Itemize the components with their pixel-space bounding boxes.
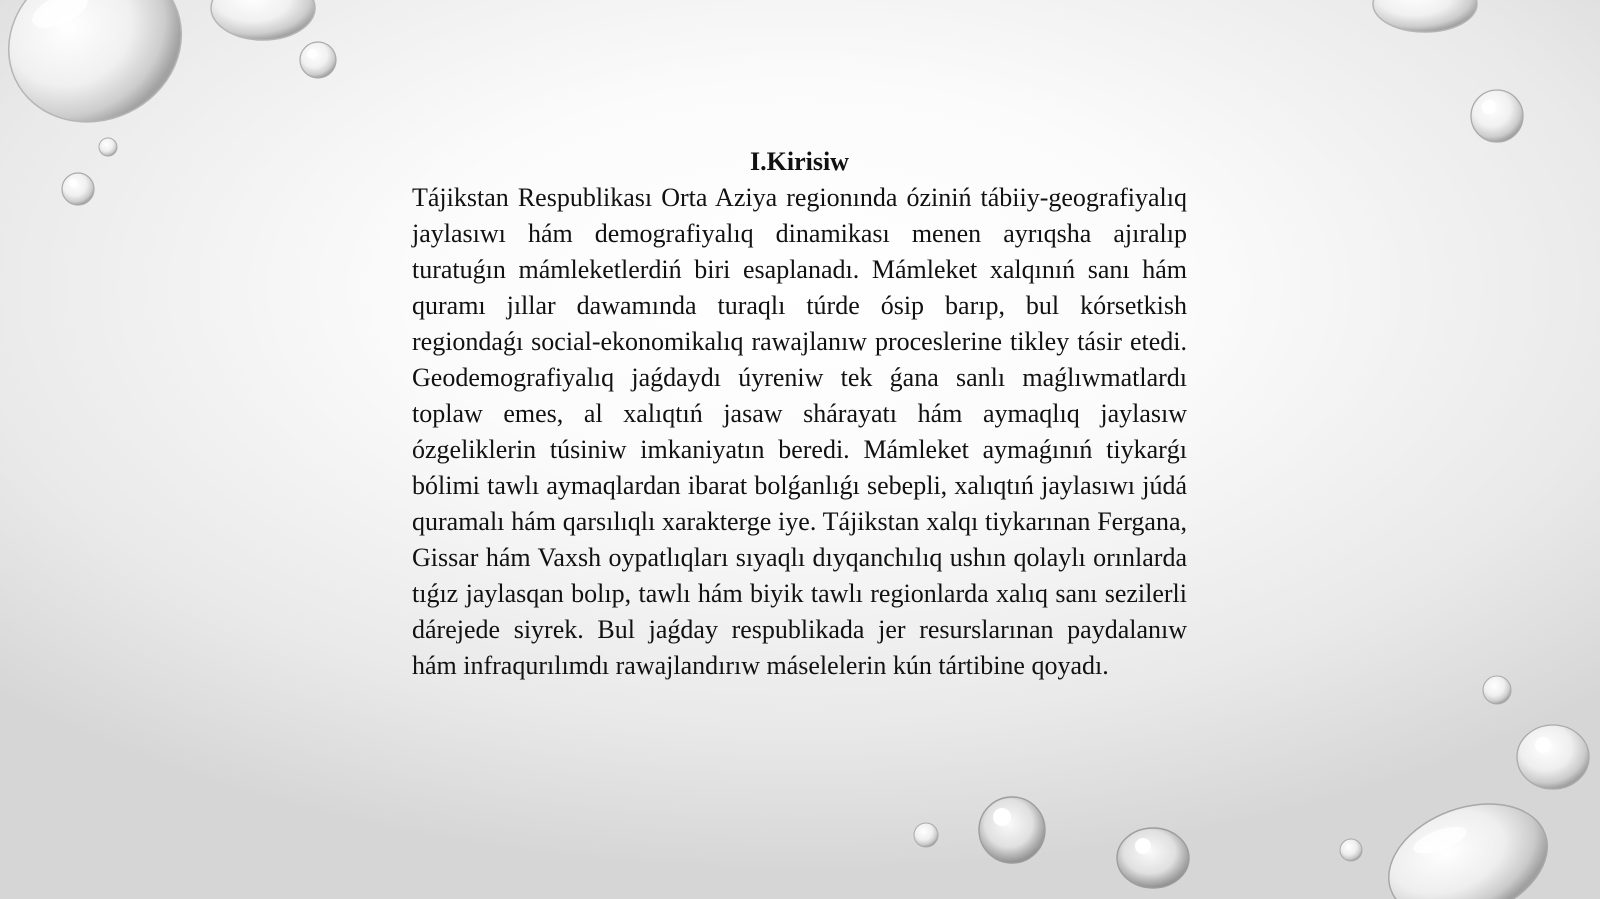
- slide-body-paragraph: Tájikstan Respublikası Orta Aziya regionında óziniń tábiiy-geografiyalıq jaylasıwı hám demografiyalıq dinamikası menen ayrıqsha ajıralıp turatuǵın mámleketlerdiń biri esaplanadı. Mámleket xalqınıń sanı hám quramı jıllar dawamında turaqlı túrde ósip barıp, bul kórsetkish regiondaǵı social-ekonomikalıq rawajlanıw proceslerine tikley tásir etedi. Geodemografiyalıq jaǵdaydı úyreniw tek ǵana sanlı maǵlıwmatlardı toplaw emes, al xalıqtıń jasaw shárayatı hám aymaqlıq jaylasıw ózgeliklerin túsiniw imkaniyatın beredi. Mámleket aymaǵınıń tiykarǵı bólimi tawlı aymaqlardan ibarat bolǵanlıǵı sebepli, xalıqtıń jaylasıwı júdá quramalı hám qarsılıqlı xarakterge iye. Tájikstan xalqı tiykarınan Fergana, Gissar hám Vaxsh oypatlıqları sıyaqlı dıyqanchılıq ushın qolaylı orınlarda tıǵız jaylasqan bolıp, tawlı hám biyik tawlı regionlarda xalıq sanı sezilerli dárejede siyrek. Bul jaǵday respublikada jer resurslarınan paydalanıw hám infraqurılımdı rawajlandırıw máselelerin kún tártibine qoyadı.: [412, 183, 1187, 680]
- slide-title: I.Kirisiw: [750, 147, 849, 176]
- droplet-icon: [99, 138, 117, 156]
- droplet-icon: [211, 0, 315, 40]
- droplet-icon: [300, 42, 336, 78]
- droplet-icon: [62, 173, 94, 205]
- droplet-icon: [1340, 839, 1362, 861]
- droplet-icon: [979, 797, 1045, 863]
- droplet-icon: [1517, 725, 1589, 789]
- droplet-icon: [1117, 828, 1189, 888]
- droplet-icon: [1483, 676, 1511, 704]
- droplet-icon: [1471, 90, 1523, 142]
- droplet-icon: [1373, 0, 1477, 32]
- slide-content: [412, 144, 1187, 684]
- droplet-icon: [0, 0, 208, 150]
- droplet-icon: [1372, 783, 1563, 899]
- droplet-icon: [914, 823, 938, 847]
